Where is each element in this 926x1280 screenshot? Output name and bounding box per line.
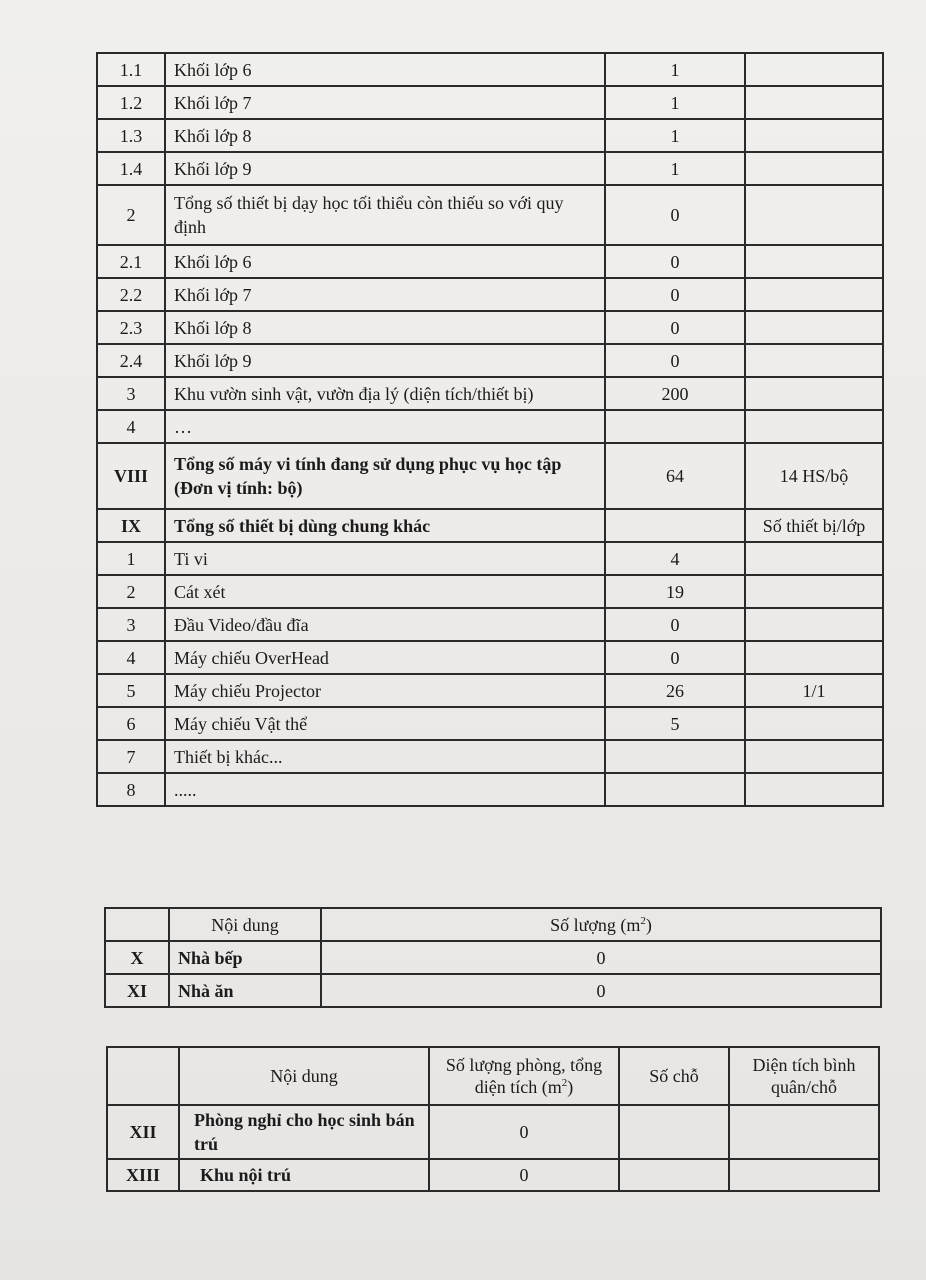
row-quantity: 0 (605, 641, 745, 674)
table-row (97, 443, 883, 509)
row-number: 1 (97, 542, 165, 575)
row-note (745, 542, 883, 575)
row-note (745, 119, 883, 152)
header-quantity: Số lượng $(m^2)$ (321, 908, 881, 941)
row-number: XI (105, 974, 169, 1007)
table-row (97, 53, 883, 86)
table-row (97, 740, 883, 773)
row-quantity: 1 (605, 119, 745, 152)
row-content: Khối lớp 6 (165, 245, 605, 278)
row-area (729, 1105, 879, 1159)
row-note (745, 311, 883, 344)
row-content: Thiết bị khác... (165, 740, 605, 773)
row-quantity: 1 (605, 152, 745, 185)
row-quantity: 0 (605, 278, 745, 311)
row-quantity: 1 (605, 53, 745, 86)
row-note (745, 740, 883, 773)
row-note (745, 773, 883, 806)
row-quantity: 4 (605, 542, 745, 575)
row-content: Khối lớp 6 (165, 53, 605, 86)
row-content: Ti vi (165, 542, 605, 575)
row-number: 7 (97, 740, 165, 773)
table-row (97, 152, 883, 185)
table-row (97, 509, 883, 542)
row-note (745, 608, 883, 641)
row-note (745, 377, 883, 410)
header-number (105, 908, 169, 941)
table-row (97, 410, 883, 443)
row-note (745, 152, 883, 185)
row-note (745, 278, 883, 311)
table-row (97, 641, 883, 674)
table-row (97, 707, 883, 740)
row-content: Khối lớp 7 (165, 86, 605, 119)
row-number: 2.3 (97, 311, 165, 344)
row-number: 1.2 (97, 86, 165, 119)
row-quantity (605, 740, 745, 773)
row-number: 1.4 (97, 152, 165, 185)
row-quantity: 64 (605, 443, 745, 509)
row-seats (619, 1159, 729, 1191)
row-quantity: 200 (605, 377, 745, 410)
row-number: 2.1 (97, 245, 165, 278)
row-number: 2.4 (97, 344, 165, 377)
row-content: Cát xét (165, 575, 605, 608)
row-content: Máy chiếu OverHead (165, 641, 605, 674)
table-row (97, 185, 883, 245)
row-quantity: 5 (605, 707, 745, 740)
row-note (745, 641, 883, 674)
row-number: 1.3 (97, 119, 165, 152)
header-area: Diện tích bình quân/chỗ (729, 1047, 879, 1105)
row-content: Khối lớp 7 (165, 278, 605, 311)
row-number: IX (97, 509, 165, 542)
header-number (107, 1047, 179, 1105)
table-row (107, 1105, 879, 1159)
row-number: 2.2 (97, 278, 165, 311)
table-row (97, 245, 883, 278)
header-seats: Số chỗ (619, 1047, 729, 1105)
table-row (97, 377, 883, 410)
row-number: VIII (97, 443, 165, 509)
header-rooms: Số lượng phòng, tổng diện tích $(m^2)$ (429, 1047, 619, 1105)
table-row (105, 974, 881, 1007)
row-area (729, 1159, 879, 1191)
table-row (97, 542, 883, 575)
row-content: Khu vườn sinh vật, vườn địa lý (diện tích/thiết bị) (165, 377, 605, 410)
row-rooms: 0 (429, 1159, 619, 1191)
table-header-row (105, 908, 881, 941)
row-rooms: 0 (429, 1105, 619, 1159)
table-row (97, 773, 883, 806)
equipment-table (96, 52, 884, 807)
table-row (97, 278, 883, 311)
row-quantity: 26 (605, 674, 745, 707)
row-number: 3 (97, 377, 165, 410)
row-note (745, 575, 883, 608)
row-note (745, 245, 883, 278)
row-note: Số thiết bị/lớp (745, 509, 883, 542)
row-quantity: 1 (605, 86, 745, 119)
row-quantity (605, 773, 745, 806)
row-content: Khối lớp 9 (165, 152, 605, 185)
row-note: 14 HS/bộ (745, 443, 883, 509)
row-content: Tổng số thiết bị dạy học tối thiểu còn thiếu so với quy định (165, 185, 605, 245)
row-number: 4 (97, 641, 165, 674)
row-content: Tổng số máy vi tính đang sử dụng phục vụ học tập (Đơn vị tính: bộ) (165, 443, 605, 509)
table-row (97, 608, 883, 641)
table-row (97, 86, 883, 119)
row-quantity: 19 (605, 575, 745, 608)
row-note (745, 86, 883, 119)
row-number: X (105, 941, 169, 974)
row-number: 4 (97, 410, 165, 443)
row-note (745, 53, 883, 86)
row-content: Máy chiếu Projector (165, 674, 605, 707)
row-number: 8 (97, 773, 165, 806)
row-note: 1/1 (745, 674, 883, 707)
row-note (745, 344, 883, 377)
row-content: Đầu Video/đầu đĩa (165, 608, 605, 641)
table-header-row (107, 1047, 879, 1105)
table-row (97, 674, 883, 707)
row-quantity: 0 (605, 185, 745, 245)
row-content: Phòng nghỉ cho học sinh bán trú (179, 1105, 429, 1159)
row-quantity (605, 509, 745, 542)
table-row (97, 344, 883, 377)
row-number: 2 (97, 185, 165, 245)
table-row (97, 119, 883, 152)
table-row (105, 941, 881, 974)
kitchen-table (104, 907, 882, 1008)
row-quantity: 0 (321, 941, 881, 974)
row-note (745, 410, 883, 443)
row-note (745, 185, 883, 245)
row-quantity: 0 (605, 344, 745, 377)
row-seats (619, 1105, 729, 1159)
row-content: ..... (165, 773, 605, 806)
row-content: Tổng số thiết bị dùng chung khác (165, 509, 605, 542)
row-quantity: 0 (605, 245, 745, 278)
row-content: Khối lớp 9 (165, 344, 605, 377)
row-number: 6 (97, 707, 165, 740)
row-note (745, 707, 883, 740)
row-quantity (605, 410, 745, 443)
boarding-table (106, 1046, 880, 1192)
row-content: … (165, 410, 605, 443)
table-row (107, 1159, 879, 1191)
row-content: Khu nội trú (179, 1159, 429, 1191)
header-content: Nội dung (169, 908, 321, 941)
table-row (97, 575, 883, 608)
row-number: XIII (107, 1159, 179, 1191)
row-number: 3 (97, 608, 165, 641)
row-quantity: 0 (605, 311, 745, 344)
row-quantity: 0 (321, 974, 881, 1007)
row-quantity: 0 (605, 608, 745, 641)
row-number: 1.1 (97, 53, 165, 86)
header-content: Nội dung (179, 1047, 429, 1105)
row-number: 2 (97, 575, 165, 608)
table-row (97, 311, 883, 344)
row-content: Nhà ăn (169, 974, 321, 1007)
row-number: XII (107, 1105, 179, 1159)
row-content: Khối lớp 8 (165, 311, 605, 344)
row-content: Máy chiếu Vật thể (165, 707, 605, 740)
row-content: Nhà bếp (169, 941, 321, 974)
row-number: 5 (97, 674, 165, 707)
row-content: Khối lớp 8 (165, 119, 605, 152)
